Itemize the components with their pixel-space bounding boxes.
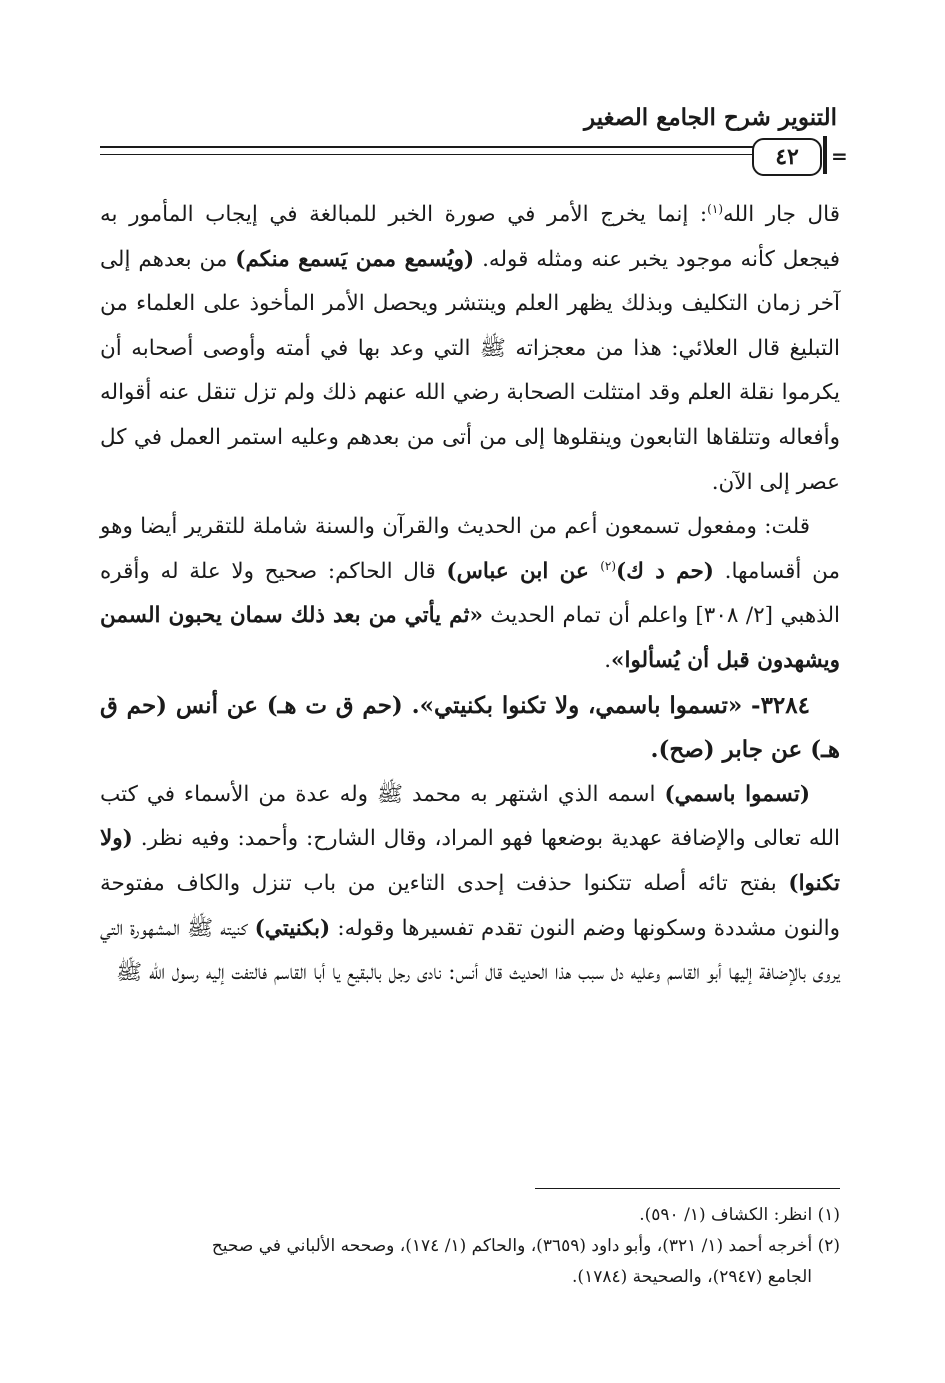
p3-term-1: (تسموا باسمي) — [664, 781, 810, 807]
header-rule-thin — [100, 154, 765, 155]
footnote-ref-2: (٢) — [600, 558, 617, 573]
footnote-2-continued: الجامع (٢٩٤٧)، والصحيحة (١٧٨٤). — [572, 1267, 812, 1287]
page-number-ornament-bar — [823, 136, 827, 174]
p1-quote: (ويُسمع ممن يَسمع منكم) — [235, 246, 475, 272]
p3-text-a: اسمه الذي اشتهر به محمد ﷺ وله عدة من الأسماء في كتب الله تعالى والإضافة عهدية بوضعها فهو المراد، وقال الشارح: وأحمد: وفيه نظر. — [100, 781, 840, 852]
p1-text-b: : إنما يخرج الأمر في صورة الخبر للمبالغة في إيجاب المأمور به فيجعل كأنه موجود يخبر عنه ومثله قوله. — [100, 202, 840, 272]
p2-text-c: . — [604, 647, 612, 673]
footnote-separator — [535, 1188, 840, 1189]
main-text — [100, 193, 840, 996]
paragraph-3 — [100, 773, 840, 996]
footnotes — [100, 1200, 840, 1293]
paragraph-1 — [100, 193, 840, 505]
header-rule-thick — [100, 146, 765, 148]
p2-text-a: قلت: ومفعول تسمعون أعم من الحديث والقرآن والسنة شاملة للتقرير أيضا وهو من أقسامها. — [100, 514, 840, 584]
p2-source: (حم د ك) — [616, 558, 714, 584]
p3-term-2: (ولا تكنوا) — [100, 826, 840, 896]
p3-text-b: بفتح تائه أصله تتكنوا حذفت إحدى التاءين من باب تنزل والكاف مفتوحة والنون مشددة وسكونها وضم النون تقدم تفسيرها وقوله: — [100, 870, 840, 941]
footnote-ref-1: (١) — [707, 201, 723, 216]
paragraph-2 — [100, 505, 840, 683]
p3-text-c: كنيته ﷺ المشهورة التي يروى بالإضافة إليها أبو القاسم وعليه دل سبب هذا الحديث قال أنس: نادى رجل بالبقيع يا أبا القاسم فالتفت إليه رسول الله ﷺ — [100, 915, 840, 986]
p2-hadith-completion: «ثم يأتي من بعد ذلك سمان يحبون السمن ويشهدون قبل أن يُسألوا» — [100, 603, 840, 673]
p2-narrator: عن ابن عباس) — [446, 558, 601, 584]
p2-text-b: قال الحاكم: صحيح ولا علة له وأقره الذهبي [٢/ ٣٠٨] واعلم أن تمام الحديث — [100, 558, 840, 629]
hadith-entry-3284: ٣٢٨٤- «تسموا باسمي، ولا تكنوا بكنيتي». (حم ق ت هـ) عن أنس (حم ق هـ) عن جابر (صح). — [100, 691, 840, 764]
page-number-ornament: = — [831, 144, 848, 168]
p1-text-c: من بعدهم إلى آخر زمان التكليف وبذلك يظهر العلم وينتشر ويحصل الأمر المأخوذ على العلماء من التبليغ قال العلائي: هذا من معجزاته ﷺ التي وعد بها في أمته وأوصى أصحابه أن يكرموا نقلة العلم وقد امتثلت الصحابة رضي الله عنهم ذلك ولم تزل تنقل عنه أقواله وأفعاله وتتلقاها التابعون وينقلوها إلى من أتى من بعدهم وعليه استمر العمل في كل عصر إلى الآن. — [100, 246, 840, 495]
p1-text-a: قال جار الله — [723, 202, 841, 227]
page-number: ٤٢ — [752, 138, 822, 176]
footnote-2: (٢) أخرجه أحمد (١/ ٣٢١)، وأبو داود (٣٦٥٩)، والحاكم (١/ ١٧٤)، وصححه الألباني في صحيح — [211, 1236, 840, 1256]
p3-term-3: (بكنيتي) — [254, 915, 331, 941]
running-header-title: التنوير شرح الجامع الصغير — [584, 104, 837, 131]
footnote-1: (١) انظر: الكشاف (١/ ٥٩٠). — [639, 1205, 840, 1225]
